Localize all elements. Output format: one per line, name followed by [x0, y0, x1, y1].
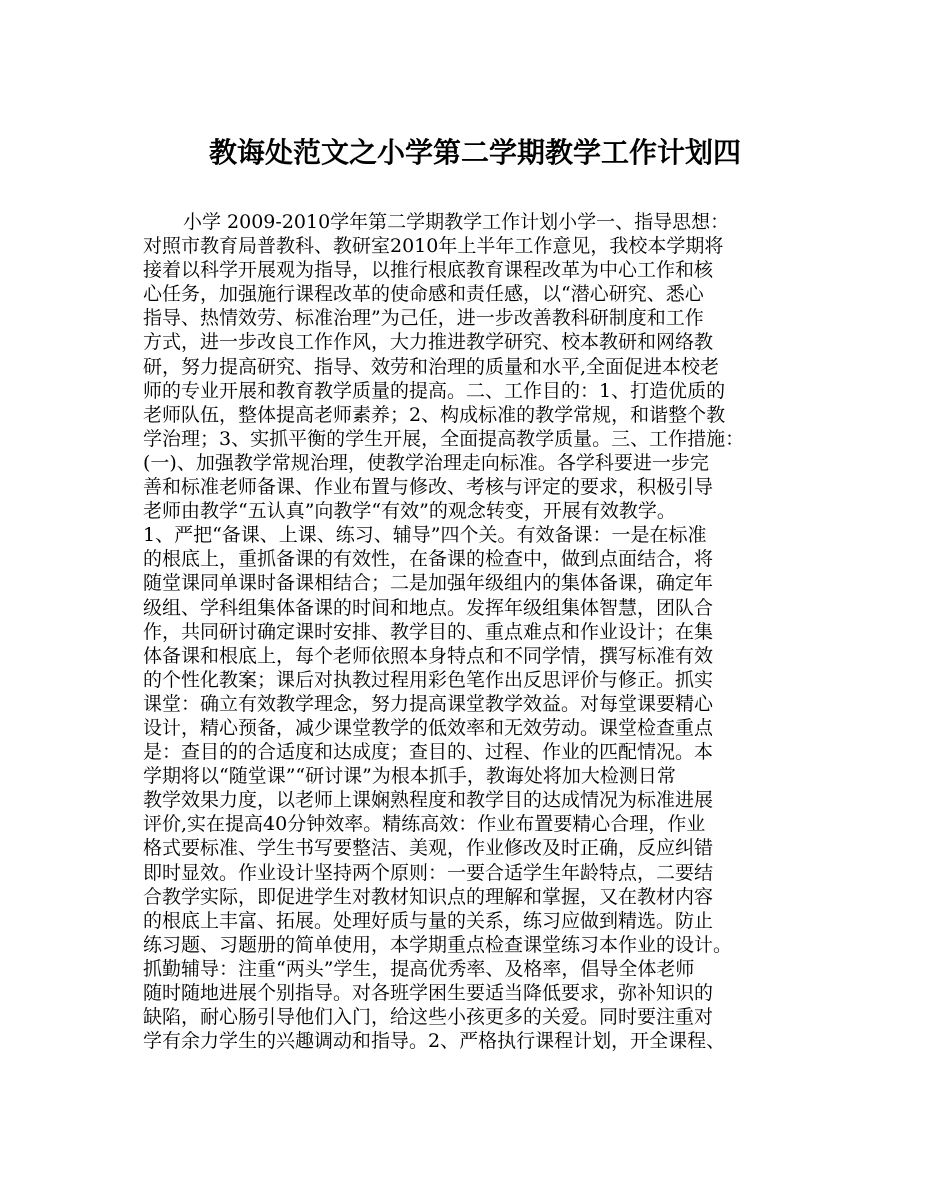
body-line: 的根底上丰富、拓展。处理好质与量的关系，练习应做到精选。防止	[143, 909, 714, 932]
body-line: 格式要标准、学生书写要整洁、美观，作业修改及时正确，反应纠错	[143, 837, 714, 860]
body-line: 即时显效。作业设计坚持两个原则：一要合适学生年龄特点，二要结	[143, 861, 714, 884]
body-line: 学期将以“随堂课”“研讨课”为根本抓手，教诲处将加大检测日常	[143, 765, 676, 788]
body-line: 级组、学科组集体备课的时间和地点。发挥年级组集体智慧，团队合	[143, 596, 714, 619]
body-line: 方式，进一步改良工作作风，大力推进教学研究、校本教研和网络教	[143, 331, 714, 354]
body-line: 是：查目的的合适度和达成度；查目的、过程、作业的匹配情况。本	[143, 741, 714, 764]
body-line: (一)、加强教学常规治理，使教学治理走向标准。各学科要进一步完	[143, 451, 709, 474]
body-line: 小学 2009-2010学年第二学期教学工作计划小学一、指导思想：	[183, 211, 730, 233]
body-line: 学有余力学生的兴趣调动和指导。2、严格执行课程计划，开全课程、	[143, 1030, 726, 1053]
body-line: 老师队伍，整体提高老师素养；2、构成标准的教学常规，和谐整个教	[143, 403, 726, 426]
body-line: 合教学实际，即促进学生对教材知识点的理解和掌握，又在教材内容	[143, 885, 714, 908]
body-line: 老师由教学“五认真”向教学“有效”的观念转变，开展有效教学。	[143, 500, 676, 523]
document-body	[143, 210, 833, 1053]
body-line: 体备课和根底上，每个老师依照本身特点和不同学情，撰写标准有效	[143, 644, 714, 667]
body-line: 设计，精心预备，减少课堂教学的低效率和无效劳动。课堂检查重点	[143, 716, 714, 739]
body-line: 教学效果力度，以老师上课娴熟程度和教学目的达成情况为标准进展	[143, 789, 714, 812]
body-line: 抓勤辅导：注重“两头”学生，提高优秀率、及格率，倡导全体老师	[143, 957, 695, 980]
body-line: 评价,实在提高40分钟效率。精练高效：作业布置要精心合理，作业	[143, 813, 706, 836]
body-line: 1、严把“备课、上课、练习、辅导”四个关。有效备课：一是在标准	[143, 524, 707, 547]
body-line: 师的专业开展和教育教学质量的提高。二、工作目的：1、打造优质的	[143, 379, 726, 402]
body-line: 指导、热情效劳、标准治理”为己任，进一步改善教科研制度和工作	[143, 307, 704, 330]
body-line: 随时随地进展个别指导。对各班学困生要适当降低要求，弥补知识的	[143, 982, 714, 1004]
body-line: 缺陷，耐心肠引导他们入门，给这些小孩更多的关爱。同时要注重对	[143, 1006, 714, 1029]
body-line: 课堂：确立有效教学理念，努力提高课堂教学效益。对每堂课要精心	[143, 692, 714, 715]
document-title: 教诲处范文之小学第二学期教学工作计划四	[208, 136, 741, 169]
body-line: 心任务，加强施行课程改革的使命感和责任感，以“潜心研究、悉心	[143, 283, 704, 306]
body-line: 作，共同研讨确定课时安排、教学目的、重点难点和作业设计；在集	[143, 620, 714, 643]
body-line: 练习题、习题册的简单使用，本学期重点检查课堂练习本作业的设计。	[143, 933, 733, 956]
body-line: 学治理；3、实抓平衡的学生开展，全面提高教学质量。三、工作措施：	[143, 427, 745, 450]
body-line: 对照市教育局普教科、教研室2010年上半年工作意见，我校本学期将	[143, 235, 724, 258]
body-line: 的根底上，重抓备课的有效性，在备课的检查中，做到点面结合，将	[143, 548, 714, 571]
body-line: 的个性化教案；课后对执教过程用彩色笔作出反思评价与修正。抓实	[143, 668, 714, 691]
body-line: 善和标准老师备课、作业布置与修改、考核与评定的要求，积极引导	[143, 476, 714, 499]
body-line: 研，努力提高研究、指导、效劳和治理的质量和水平,全面促进本校老	[143, 355, 720, 378]
body-line: 随堂课同单课时备课相结合；二是加强年级组内的集体备课，确定年	[143, 572, 714, 595]
body-line: 接着以科学开展观为指导，以推行根底教育课程改革为中心工作和核	[143, 259, 714, 282]
